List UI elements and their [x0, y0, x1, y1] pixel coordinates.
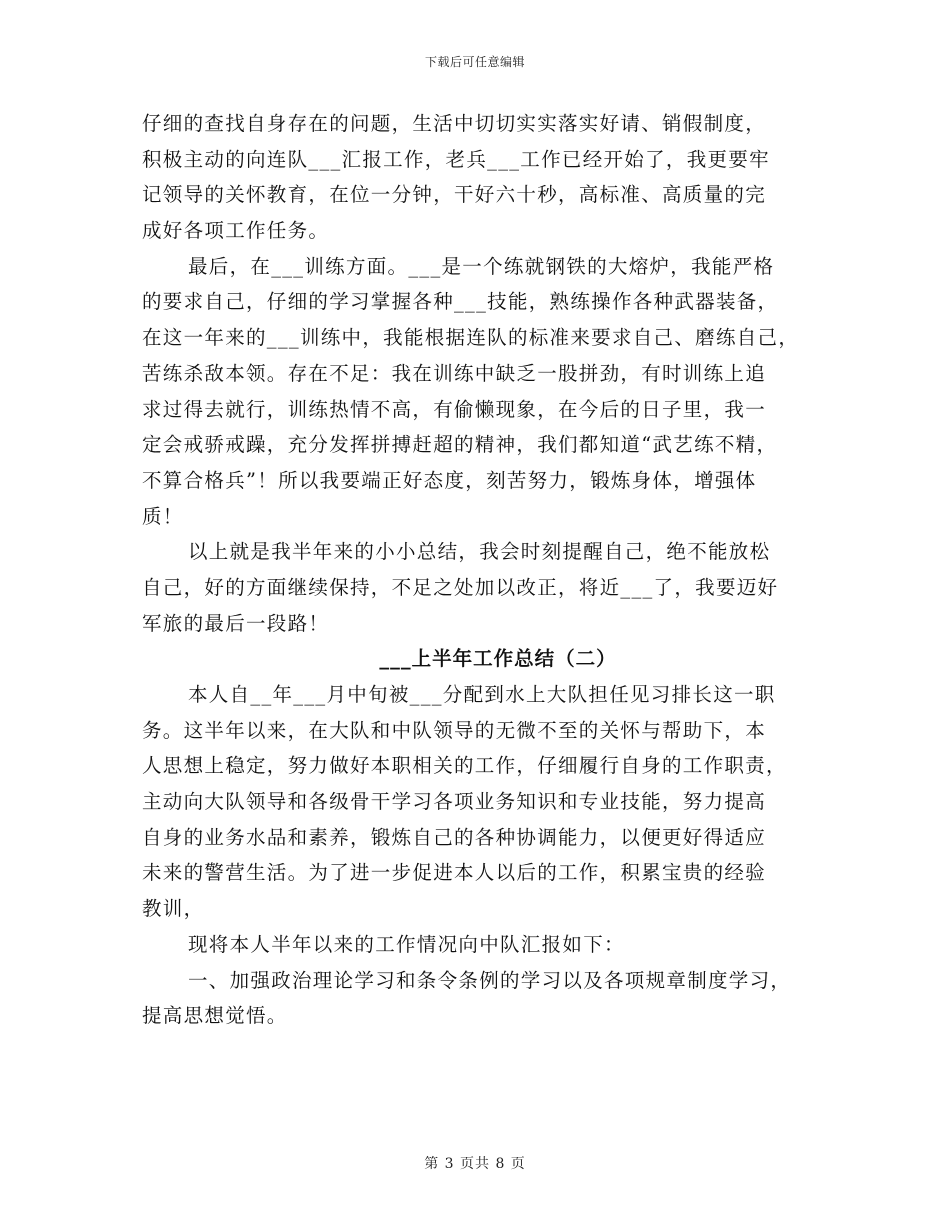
paragraph-line: 以上就是我半年来的小小总结，我会时刻提醒自己，绝不能放松	[188, 540, 771, 564]
paragraph-line: 主动向大队领导和各级骨干学习各项业务知识和专业技能，努力提高	[142, 790, 767, 814]
paragraph-line: 一、加强政治理论学习和条令条例的学习以及各项规章制度学习，	[188, 968, 792, 992]
document-body	[142, 106, 822, 1034]
paragraph-line: 不算合格兵”！所以我要端正好态度，刻苦努力，锻炼身体，增强体	[142, 468, 757, 492]
paragraph-line: 教训，	[142, 897, 205, 921]
section-title: ___上半年工作总结（二）	[379, 647, 617, 671]
paragraph-line: 自身的业务水品和素养，锻炼自己的各种协调能力，以便更好得适应	[142, 825, 767, 849]
paragraph-line: 苦练杀敌本领。存在不足：我在训练中缺乏一股拼劲，有时训练上追	[142, 361, 767, 385]
paragraph-line: 成好各项工作任务。	[142, 219, 330, 243]
paragraph-line: 人思想上稳定，努力做好本职相关的工作，仔细履行自身的工作职责，	[142, 754, 787, 778]
paragraph-line: 的要求自己，仔细的学习掌握各种___技能，熟练操作各种武器装备，	[142, 290, 779, 314]
paragraph-line: 积极主动的向连队___汇报工作，老兵___工作已经开始了，我更要牢	[142, 147, 770, 171]
paragraph-line: 军旅的最后一段路！	[142, 611, 330, 635]
page-header: 下载后可任意编辑	[424, 55, 525, 69]
paragraph-line: 现将本人半年以来的工作情况向中队汇报如下：	[188, 932, 625, 956]
paragraph-line: 质！	[142, 504, 184, 528]
paragraph-line: 仔细的查找自身存在的问题，生活中切切实实落实好请、销假制度，	[142, 112, 767, 135]
paragraph-line: 自己，好的方面继续保持，不足之处加以改正，将近___了，我要迈好	[142, 575, 779, 599]
paragraph-line: 务。这半年以来，在大队和中队领导的无微不至的关怀与帮助下，本	[142, 718, 767, 742]
paragraph-line: 在这一年来的___训练中，我能根据连队的标准来要求自己、磨练自己，	[142, 326, 800, 350]
paragraph-line: 提高思想觉悟。	[142, 1004, 288, 1028]
paragraph-line: 定会戒骄戒躁，充分发挥拼搏赶超的精神，我们都知道“武艺练不精，	[142, 433, 778, 457]
paragraph-line: 记领导的关怀教育，在位一分钟，干好六十秒，高标准、高质量的完	[142, 183, 767, 207]
paragraph-line: 本人自__年___月中旬被___分配到水上大队担任见习排长这一职	[188, 683, 776, 706]
page-footer: 第 3 页共 8 页	[424, 1156, 526, 1172]
paragraph-line: 最后，在___训练方面。___是一个练就钢铁的大熔炉，我能严格	[188, 254, 775, 278]
paragraph-line: 求过得去就行，训练热情不高，有偷懒现象，在今后的日子里，我一	[142, 397, 767, 421]
paragraph-line: 未来的警营生活。为了进一步促进本人以后的工作，积累宝贵的经验	[142, 861, 767, 885]
